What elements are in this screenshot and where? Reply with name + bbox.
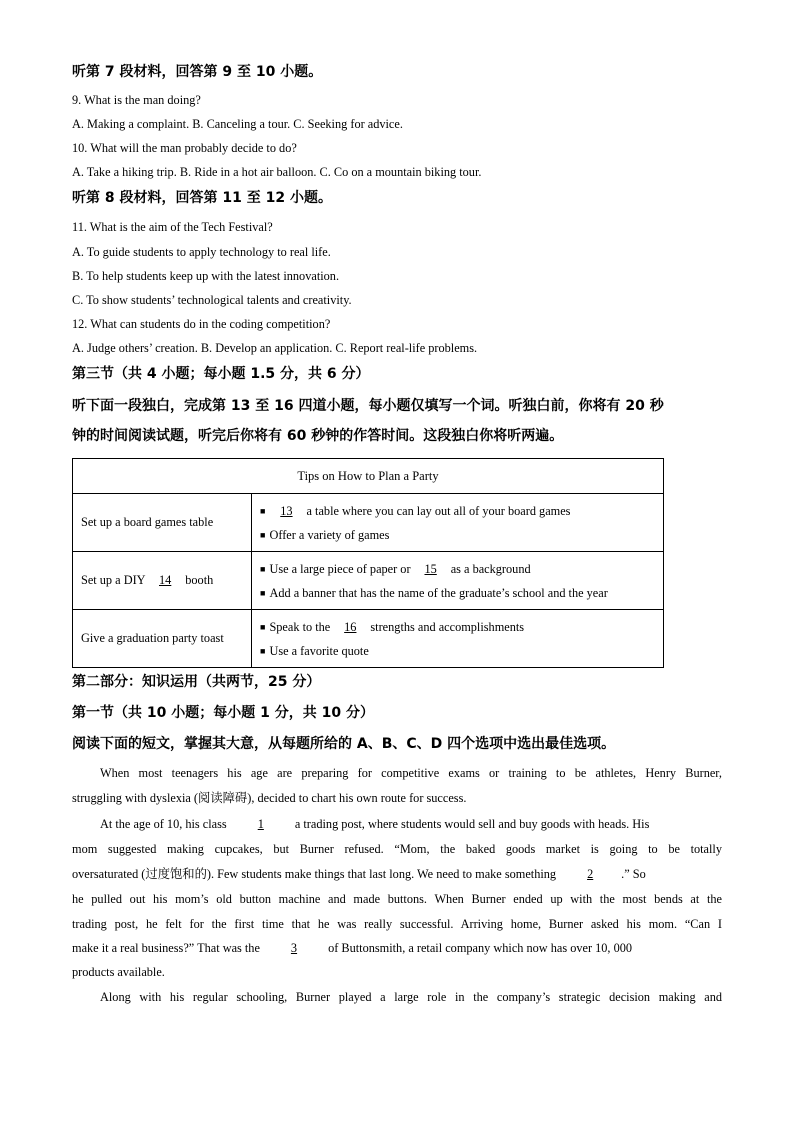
passage-line: When most teenagers his age are preparing for competitive exams or training to be athletes, Henry Burner, (100, 766, 722, 780)
table-row-label: Set up a DIY 14 booth (73, 552, 252, 610)
party-tips-table (72, 458, 664, 668)
question-11-option-a: A. To guide students to apply technology to real life. (72, 245, 331, 259)
part7-heading: 听第 7 段材料，回答第 9 至 10 小题。 (72, 64, 323, 80)
part8-heading: 听第 8 段材料，回答第 11 至 12 小题。 (72, 190, 332, 206)
passage-line: trading post, he felt for the first time that he was really successful. Arriving home, Burner asked his mom. “Can I (72, 917, 722, 931)
bullet-square-icon: ■ (260, 587, 266, 598)
section3-heading: 第三节（共 4 小题；每小题 1.5 分，共 6 分） (72, 366, 370, 382)
table-row (73, 552, 664, 610)
bullet-item: ■ Offer a variety of games (260, 527, 390, 542)
question-9-options: A. Making a complaint. B. Canceling a tour. C. Seeking for advice. (72, 117, 403, 131)
section1-heading: 第一节（共 10 小题；每小题 1 分，共 10 分） (72, 705, 374, 721)
question-10-options: A. Take a hiking trip. B. Ride in a hot air balloon. C. Co on a mountain biking tour. (72, 165, 482, 179)
bullet-item: ■ 13 a table where you can lay out all of your board games (260, 499, 655, 523)
answer-blank-16: 16 (344, 619, 357, 634)
bullet-square-icon: ■ (260, 529, 266, 540)
question-12: 12. What can students do in the coding competition? (72, 317, 331, 331)
bullet-square-icon: ■ (260, 505, 266, 516)
passage-line: make it a real business?” That was the 3 of Buttonsmith, a retail company which now has over 10, 000 (72, 941, 633, 955)
bullet-square-icon: ■ (260, 563, 266, 574)
passage-line: struggling with dyslexia (阅读障碍), decided to chart his own route for success. (72, 791, 467, 805)
question-11-option-b: B. To help students keep up with the latest innovation. (72, 269, 340, 283)
table-row-label: Set up a board games table (73, 494, 252, 552)
answer-blank-2: 2 (587, 867, 594, 881)
question-10: 10. What will the man probably decide to do? (72, 141, 297, 155)
passage-line: At the age of 10, his class 1 a trading post, where students would sell and buy goods with heads. His (100, 817, 650, 831)
answer-blank-14: 14 (159, 573, 172, 587)
passage-line: products available. (72, 965, 165, 979)
passage-line: Along with his regular schooling, Burner played a large role in the company’s strategic decision making and (100, 990, 722, 1004)
passage-line: oversaturated (过度饱和的). Few students make things that last long. We need to make something 2 .” So (72, 867, 646, 881)
table-row (73, 494, 664, 552)
answer-blank-13: 13 (280, 503, 293, 518)
bullet-item: ■ Speak to the 16 strengths and accomplishments (260, 615, 655, 639)
table-row-content (252, 610, 664, 668)
table-row (73, 610, 664, 668)
table-title: Tips on How to Plan a Party (73, 459, 664, 494)
answer-blank-3: 3 (290, 941, 298, 955)
question-11: 11. What is the aim of the Tech Festival? (72, 220, 273, 234)
part2-heading: 第二部分：知识运用（共两节，25 分） (72, 674, 321, 690)
section1-instruction: 阅读下面的短文，掌握其大意，从每题所给的 A、B、C、D 四个选项中选出最佳选项。 (72, 736, 616, 752)
question-12-options: A. Judge others’ creation. B. Develop an application. C. Report real-life problems. (72, 341, 478, 355)
bullet-square-icon: ■ (260, 621, 266, 632)
section3-instruction-line2: 钟的时间阅读试题，听完后你将有 60 秒钟的作答时间。这段独白你将听两遍。 (72, 428, 564, 444)
bullet-square-icon: ■ (260, 645, 266, 656)
table-row-content (252, 494, 664, 552)
table-row-content (252, 552, 664, 610)
bullet-item: ■ Use a large piece of paper or 15 as a background (260, 557, 655, 581)
answer-blank-15: 15 (424, 561, 437, 576)
bullet-item: ■ Add a banner that has the name of the graduate’s school and the year (260, 585, 608, 600)
passage-line: he pulled out his mom’s old button machine and made buttons. When Burner ended up with the most bends at the (72, 892, 722, 906)
section3-instruction-line1: 听下面一段独白，完成第 13 至 16 四道小题，每小题仅填写一个词。听独白前，你将有 20 秒 (72, 398, 664, 414)
passage-line: mom suggested making cupcakes, but Burner refused. “Mom, the baked goods market is going to be totally (72, 842, 722, 856)
bullet-item: ■ Use a favorite quote (260, 643, 369, 658)
table-row-label: Give a graduation party toast (73, 610, 252, 668)
question-11-option-c: C. To show students’ technological talents and creativity. (72, 293, 352, 307)
question-9: 9. What is the man doing? (72, 93, 201, 107)
answer-blank-1: 1 (257, 817, 264, 831)
